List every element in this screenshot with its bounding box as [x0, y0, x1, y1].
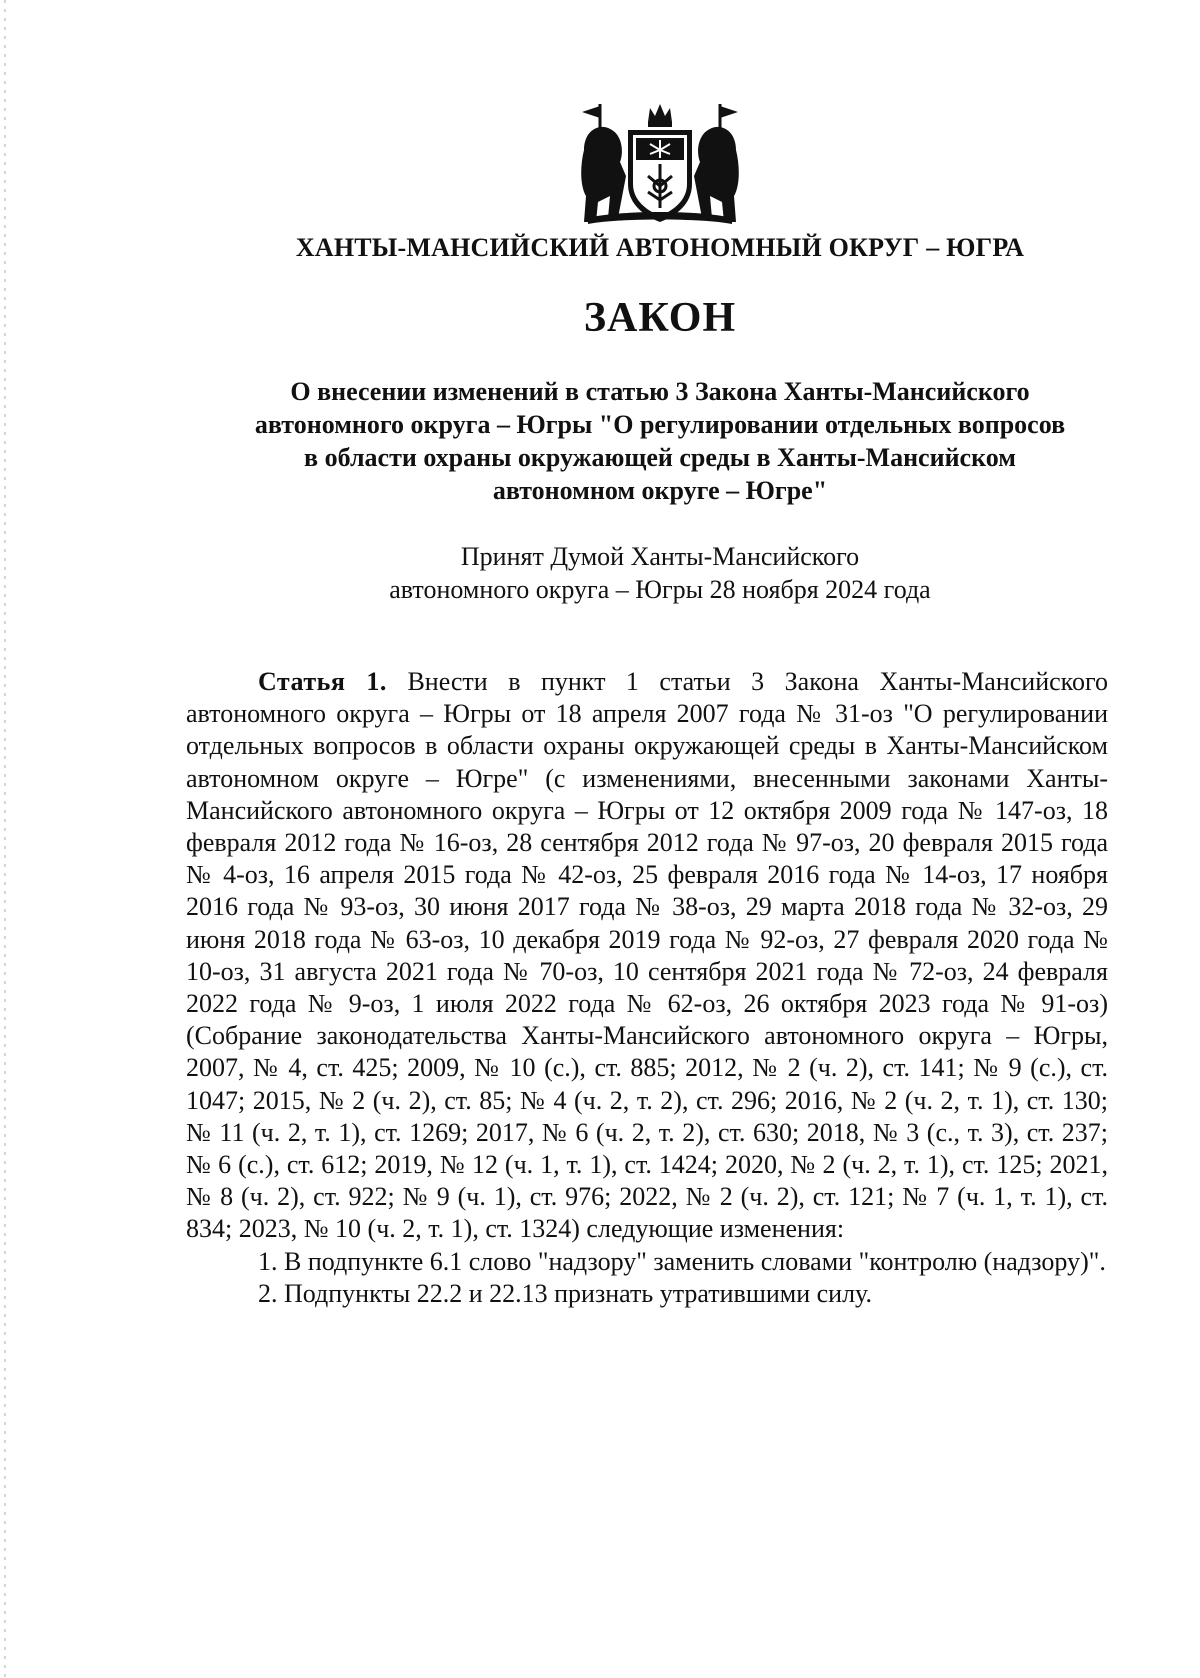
adoption-note-line: Принят Думой Ханты-Мансийского — [460, 542, 860, 571]
region-heading: ХАНТЫ-МАНСИЙСКИЙ АВТОНОМНЫЙ ОКРУГ – ЮГРА — [295, 233, 1025, 262]
law-title-line: автономном округе – Югре" — [492, 476, 828, 505]
article-1 — [186, 666, 1108, 1310]
coat-of-arms-icon — [578, 100, 742, 226]
adoption-note — [160, 540, 1160, 606]
article-1-paragraph — [186, 666, 1108, 1246]
article-1-label: Статья 1. — [258, 667, 387, 696]
law-title-line: автономного округа – Югры "О регулировании отдельных вопросов — [254, 410, 1066, 439]
article-1-item: 1. В подпункте 6.1 слово "надзору" заменить словами "контролю (надзору)". — [258, 1246, 1106, 1276]
adoption-note-line: автономного округа – Югры 28 ноября 2024 года — [389, 575, 931, 604]
law-title — [160, 375, 1160, 507]
scan-edge-artifact — [4, 0, 6, 1678]
law-title-line: О внесении изменений в статью 3 Закона Ханты-Мансийского — [290, 377, 1030, 406]
document-type-heading: ЗАКОН — [583, 295, 737, 341]
article-1-text: Внести в пункт 1 статьи 3 Закона Ханты-Мансийского автономного округа – Югры от 18 апреля 2007 года № 31-оз "О регулировании отдельных вопросов в области охраны окружающей среды в Ханты-Мансийском автономном округе – Югре" (с изменениями, внесенными законами Ханты-Мансийского автономного округа – Югры от 12 октября 2009 года № 147-оз, 18 февраля 2012 года № 16-оз, 28 сентября 2012 года № 97-оз, 20 февраля 2015 года № 4-оз, 16 апреля 2015 года № 42-оз, 25 февраля 2016 года № 14-оз, 17 ноября 2016 года № 93-оз, 30 июня 2017 года № 38-оз, 29 марта 2018 года № 32-оз, 29 июня 2018 года № 63-оз, 10 декабря 2019 года № 92-оз, 27 февраля 2020 года № 10-оз, 31 августа 2021 года № 70-оз, 10 сентября 2021 года № 72-оз, 24 февраля 2022 года № 9-оз, 1 июля 2022 года № 62-оз, 26 октября 2023 года № 91-оз) (Собрание законодательства Ханты-Мансийского автономного округа – Югры, 2007, № 4, ст. 425; 2009, № 10 (с.), ст. 885; 2012, № 2 (ч. 2), ст. 141; № 9 (с.), ст. 1047; 2015, № 2 (ч. 2), ст. 85; № 4 (ч. 2, т. 2), ст. 296; 2016, № 2 (ч. 2, т. 1), ст. 130; № 11 (ч. 2, т. 1), ст. 1269; 2017, № 6 (ч. 2, т. 2), ст. 630; 2018, № 3 (с., т. 3), ст. 237; № 6 (с.), ст. 612; 2019, № 12 (ч. 1, т. 1), ст. 1424; 2020, № 2 (ч. 2, т. 1), ст. 125; 2021, № 8 (ч. 2), ст. 922; № 9 (ч. 1), ст. 976; 2022, № 2 (ч. 2), ст. 121; № 7 (ч. 1, т. 1), ст. 834; 2023, № 10 (ч. 2, т. 1), ст. 1324) следующие изменения: — [186, 667, 1108, 1244]
law-title-line: в области охраны окружающей среды в Ханты-Мансийском — [304, 443, 1016, 472]
article-1-item: 2. Подпункты 22.2 и 22.13 признать утратившими силу. — [258, 1278, 872, 1308]
